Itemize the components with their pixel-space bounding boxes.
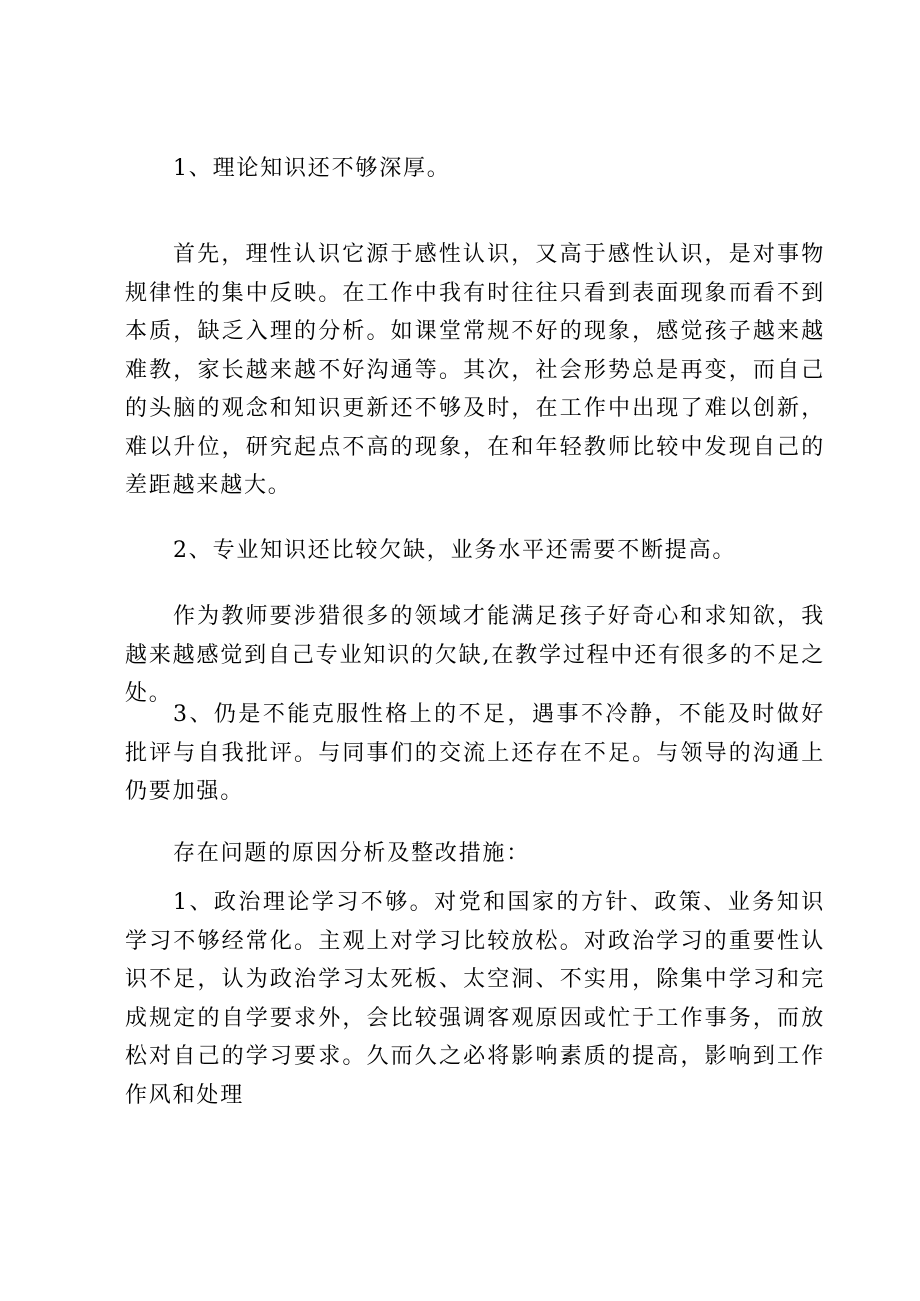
heading-theory-knowledge: 1、理论知识还不够深厚。 <box>173 156 451 181</box>
paragraph-theory-analysis: 首先，理性认识它源于感性认识，又高于感性认识，是对事物规律性的集中反映。在工作中我有时往往只看到表面现象而看不到本质，缺乏入理的分析。如课堂常规不好的现象，感觉孩子越来越难教，家长越来越不好沟通等。其次，社会形势总是再变，而自己的头脑的观念和知识更新还不够及时，在工作中出现了难以创新，难以升位，研究起点不高的现象，在和年轻教师比较中发现自己的差距越来越大。 <box>125 242 825 498</box>
paragraph-personality: 3、仍是不能克服性格上的不足，遇事不冷静，不能及时做好批评与自我批评。与同事们的交流上还存在不足。与领导的沟通上仍要加强。 <box>125 702 825 804</box>
paragraph-professional-analysis: 作为教师要涉猎很多的领域才能满足孩子好奇心和求知欲，我越来越感觉到自己专业知识的欠缺,在教学过程中还有很多的不足之处。 <box>125 604 825 706</box>
paragraph-political-study: 1、政治理论学习不够。对党和国家的方针、政策、业务知识学习不够经常化。主观上对学习比较放松。对政治学习的重要性认识不足，认为政治学习太死板、太空洞、不实用，除集中学习和完成规定的自学要求外，会比较强调客观原因或忙于工作事务，而放松对自己的学习要求。久而久之必将影响素质的提高，影响到工作作风和处理 <box>125 890 825 1108</box>
heading-cause-analysis: 存在问题的原因分析及整改措施： <box>173 841 531 866</box>
heading-professional-knowledge: 2、专业知识还比较欠缺，业务水平还需要不断提高。 <box>173 538 737 563</box>
